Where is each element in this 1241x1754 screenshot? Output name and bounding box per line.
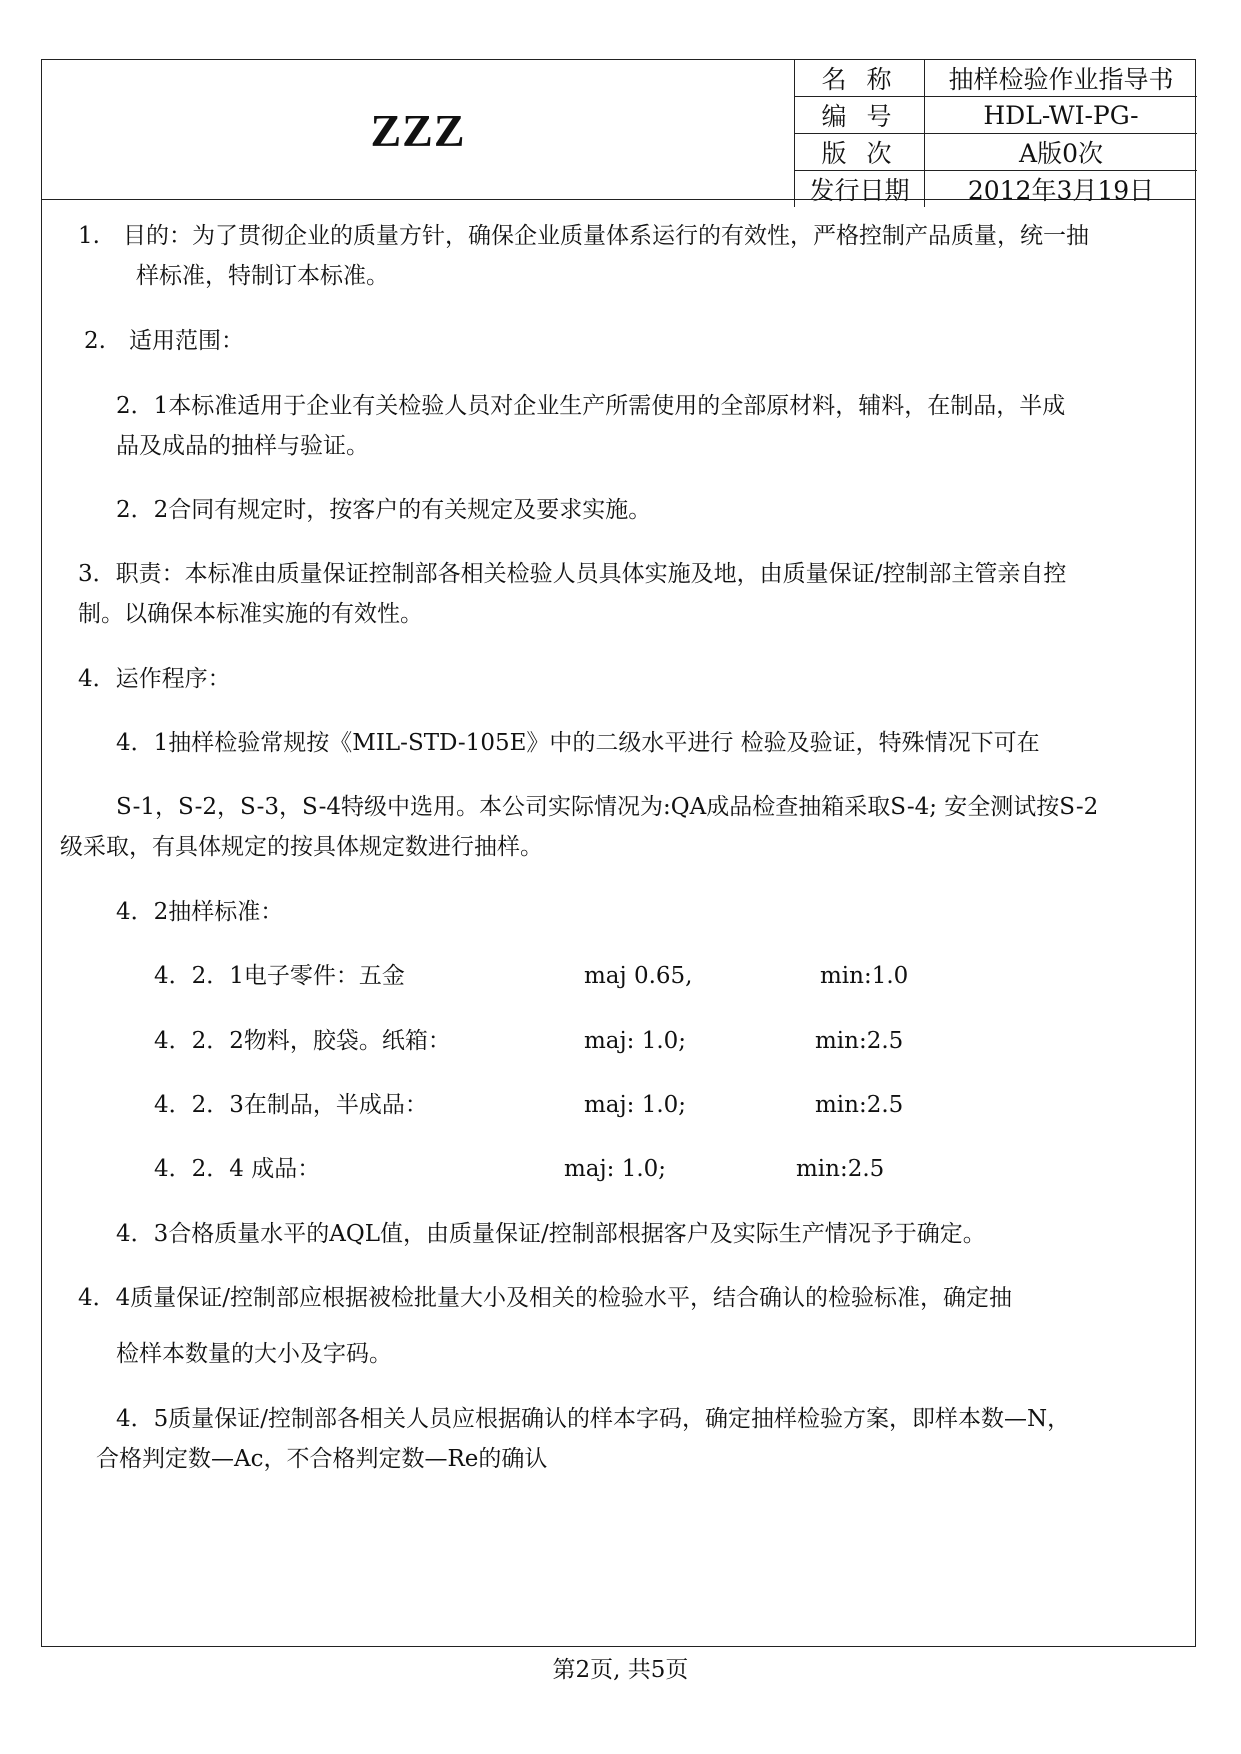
info-row-name	[795, 60, 1198, 97]
info-value: A版0次	[925, 134, 1198, 171]
standard-item: 4．2．4 成品：	[154, 1156, 321, 1182]
section-4-5-line-2: 合格判定数—Ac，不合格判定数—Re的确认	[96, 1446, 548, 1472]
section-4-1-line-1: 4．1抽样检验常规按《MIL-STD-105E》中的二级水平进行 检验及验证，特殊情况下可在	[116, 730, 1040, 756]
standard-item: 4．2．2物料，胶袋。纸箱：	[154, 1028, 451, 1054]
standard-maj: maj 0.65,	[584, 963, 693, 989]
section-2-heading: 2. 适用范围：	[84, 328, 244, 354]
standard-min: min:1.0	[820, 963, 909, 989]
standard-maj: maj: 1.0;	[564, 1156, 667, 1182]
section-4-1-line-3: 级采取，有具体规定的按具体规定数进行抽样。	[60, 834, 543, 860]
section-4-heading: 4．运作程序：	[78, 666, 231, 692]
standard-item: 4．2．3在制品，半成品：	[154, 1092, 428, 1118]
info-value: HDL-WI-PG-	[925, 97, 1198, 134]
section-4-5-line-1: 4．5质量保证/控制部各相关人员应根据确认的样本字码，确定抽样检验方案，即样本数—N，	[116, 1406, 1071, 1432]
section-1-line-2: 样标准，特制订本标准。	[136, 263, 389, 289]
standard-item: 4．2．1电子零件：五金	[154, 963, 405, 989]
info-key: 发行日期	[795, 171, 925, 208]
company-logo: ZZZ	[370, 104, 466, 156]
section-4-2-heading: 4．2抽样标准：	[116, 899, 284, 925]
info-row-revision	[795, 134, 1198, 171]
info-row-date	[795, 171, 1198, 208]
standard-min: min:2.5	[815, 1092, 904, 1118]
section-1-line-1: 1. 目的：为了贯彻企业的质量方针，确保企业质量体系运行的有效性，严格控制产品质量，统一抽	[78, 223, 1089, 249]
section-2-2: 2．2合同有规定时，按客户的有关规定及要求实施。	[116, 497, 652, 523]
info-value: 2012年3月19日	[925, 171, 1198, 208]
section-2-1-line-1: 2．1本标准适用于企业有关检验人员对企业生产所需使用的全部原材料，辅料，在制品，半成	[116, 393, 1066, 419]
info-key: 编 号	[795, 97, 925, 134]
section-4-1-line-2: S-1，S-2，S-3，S-4特级中选用。本公司实际情况为:QA成品检查抽箱采取S-4; 安全测试按S-2	[116, 794, 1099, 820]
standard-maj: maj: 1.0;	[584, 1028, 687, 1054]
section-3-line-1: 3．职责：本标准由质量保证控制部各相关检验人员具体实施及地，由质量保证/控制部主管亲自控	[78, 561, 1067, 587]
section-2-1-line-2: 品及成品的抽样与验证。	[116, 433, 369, 459]
info-key: 名 称	[795, 60, 925, 97]
standard-min: min:2.5	[815, 1028, 904, 1054]
section-4-4-line-1: 4．4质量保证/控制部应根据被检批量大小及相关的检验水平，结合确认的检验标准，确定抽	[78, 1285, 1013, 1311]
standard-min: min:2.5	[796, 1156, 885, 1182]
section-4-4-line-2: 检样本数量的大小及字码。	[116, 1341, 392, 1367]
section-4-3: 4．3合格质量水平的AQL值，由质量保证/控制部根据客户及实际生产情况予于确定。	[116, 1221, 986, 1247]
document-info-table	[794, 60, 1197, 207]
info-value: 抽样检验作业指导书	[925, 60, 1198, 97]
section-3-line-2: 制。以确保本标准实施的有效性。	[78, 601, 423, 627]
page-number: 第2页, 共5页	[552, 1657, 689, 1683]
info-row-number	[795, 97, 1198, 134]
info-key: 版 次	[795, 134, 925, 171]
standard-maj: maj: 1.0;	[584, 1092, 687, 1118]
document-header	[42, 60, 1195, 205]
